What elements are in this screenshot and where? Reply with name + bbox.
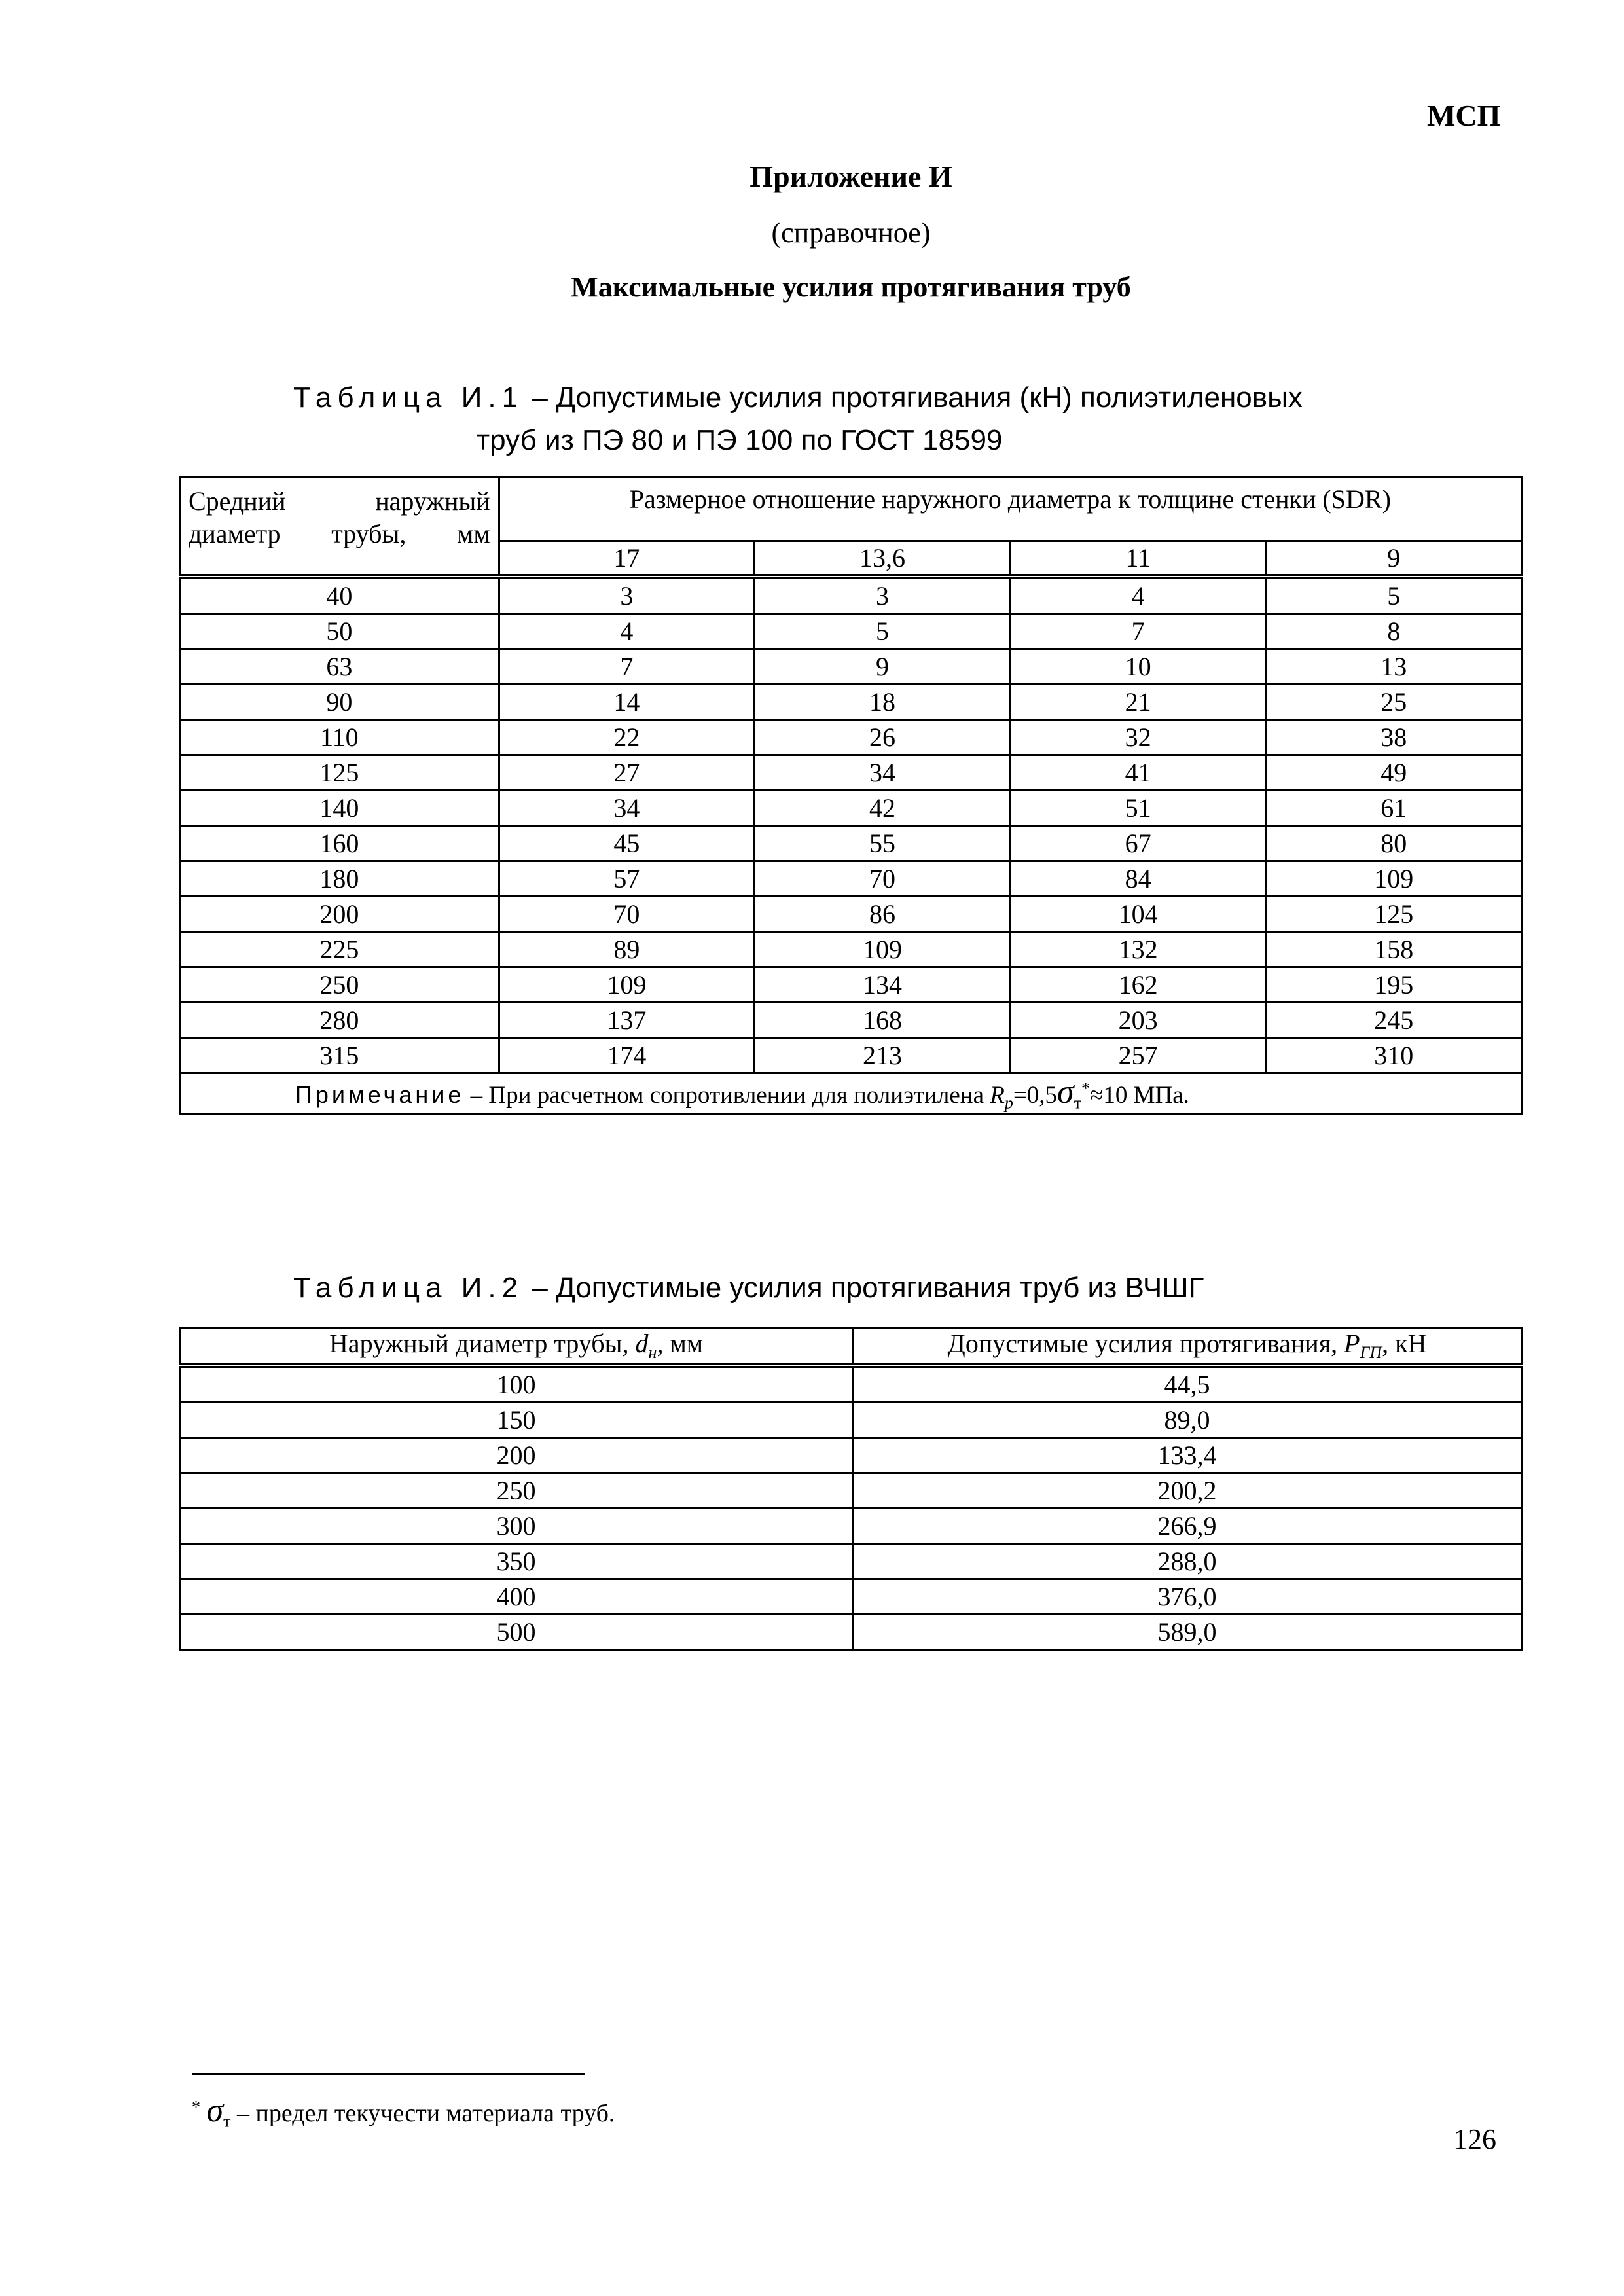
cell: 150: [180, 1403, 853, 1438]
appendix-heading: Максимальные усилия протягивания труб: [571, 271, 1131, 303]
table-row: [180, 1579, 1522, 1615]
header-org: МСП: [1427, 99, 1501, 132]
footnote-sub: т: [223, 2111, 231, 2131]
cell: 162: [1010, 967, 1266, 1003]
table-row: [180, 1003, 1522, 1038]
cell: 350: [180, 1544, 853, 1579]
table2-header-row: [180, 1328, 1522, 1366]
cell: 168: [755, 1003, 1011, 1038]
table2-caption: [293, 1272, 1204, 1304]
cell: 70: [755, 861, 1011, 897]
table1-note: [180, 1073, 1522, 1115]
cell: 55: [755, 826, 1011, 861]
table-row: [180, 720, 1522, 755]
table-row: [180, 1438, 1522, 1473]
footnote-star: *: [192, 2097, 200, 2117]
cell: 133,4: [853, 1438, 1522, 1473]
table-row: [180, 1365, 1522, 1403]
cell: 137: [499, 1003, 755, 1038]
sigma-symbol: σ: [1057, 1073, 1074, 1111]
cell: 3: [499, 577, 755, 614]
cell: 109: [499, 967, 755, 1003]
cell: 40: [180, 577, 499, 614]
cell: 25: [1266, 685, 1522, 720]
cell: 57: [499, 861, 755, 897]
cell: 4: [499, 614, 755, 649]
cell: 4: [1010, 577, 1266, 614]
footnote-divider: [192, 2073, 585, 2075]
cell: 376,0: [853, 1579, 1522, 1615]
cell: 26: [755, 720, 1011, 755]
table1-note-row: [180, 1073, 1522, 1115]
table-row: [180, 1615, 1522, 1650]
table2-col0-header: Наружный диаметр трубы, $d_н$, мм: [180, 1328, 853, 1366]
note-tail: ≈10 МПа.: [1090, 1082, 1189, 1109]
page-number: 126: [1453, 2123, 1496, 2155]
cell: 21: [1010, 685, 1266, 720]
table-row: [180, 614, 1522, 649]
cell: 180: [180, 861, 499, 897]
cell: 288,0: [853, 1544, 1522, 1579]
cell: 200: [180, 897, 499, 932]
cell: 10: [1010, 649, 1266, 685]
cell: 125: [1266, 897, 1522, 932]
table2-label: Таблица И.2: [293, 1272, 524, 1304]
note-sigma-sub: т: [1074, 1093, 1082, 1113]
cell: 8: [1266, 614, 1522, 649]
table-row: [180, 791, 1522, 826]
table-row: [180, 755, 1522, 791]
note-r: R: [990, 1082, 1005, 1109]
table2-col1-header: Допустимые усилия протягивания, $P_{ГП}$, кН: [853, 1328, 1522, 1366]
cell: 7: [1010, 614, 1266, 649]
cell: 89,0: [853, 1403, 1522, 1438]
cell: 195: [1266, 967, 1522, 1003]
table2-caption-text: Допустимые усилия протягивания труб из ВЧШГ: [556, 1272, 1204, 1304]
footnote-sigma: σ: [206, 2092, 224, 2129]
cell: 34: [755, 755, 1011, 791]
note-eq: =0,5: [1013, 1082, 1058, 1109]
cell: 32: [1010, 720, 1266, 755]
cell: 42: [755, 791, 1011, 826]
cell: 125: [180, 755, 499, 791]
appendix-title: Приложение И: [749, 160, 952, 193]
cell: 5: [1266, 577, 1522, 614]
table2: [179, 1327, 1523, 1651]
cell: 280: [180, 1003, 499, 1038]
cell: 9: [755, 649, 1011, 685]
table1-caption-line2: труб из ПЭ 80 и ПЭ 100 по ГОСТ 18599: [477, 424, 1003, 456]
cell: 134: [755, 967, 1011, 1003]
cell: 5: [755, 614, 1011, 649]
cell: 3: [755, 577, 1011, 614]
table-row: [180, 897, 1522, 932]
cell: 174: [499, 1038, 755, 1073]
cell: 500: [180, 1615, 853, 1650]
cell: 80: [1266, 826, 1522, 861]
cell: 250: [180, 967, 499, 1003]
cell: 18: [755, 685, 1011, 720]
note-label: Примечание: [295, 1081, 465, 1109]
table-row: [180, 649, 1522, 685]
note-dash: –: [470, 1082, 483, 1109]
table-row: [180, 967, 1522, 1003]
table1-caption-text: Допустимые усилия протягивания (кН) полиэтиленовых: [556, 382, 1303, 414]
cell: 104: [1010, 897, 1266, 932]
table-row: [180, 932, 1522, 967]
table1-label: Таблица И.1: [293, 382, 524, 414]
cell: 13: [1266, 649, 1522, 685]
cell: 213: [755, 1038, 1011, 1073]
cell: 203: [1010, 1003, 1266, 1038]
table-row: [180, 861, 1522, 897]
cell: 160: [180, 826, 499, 861]
cell: 38: [1266, 720, 1522, 755]
cell: 51: [1010, 791, 1266, 826]
cell: 63: [180, 649, 499, 685]
cell: 86: [755, 897, 1011, 932]
table1-col0-header: Средний наружный диаметр трубы, мм: [180, 478, 499, 577]
cell: 200,2: [853, 1473, 1522, 1509]
table-row: [180, 1473, 1522, 1509]
table2-dash: –: [532, 1272, 548, 1304]
note-text: При расчетном сопротивлении для полиэтилена: [488, 1082, 984, 1109]
sdr-13-6: 13,6: [755, 541, 1011, 577]
cell: 90: [180, 685, 499, 720]
cell: 44,5: [853, 1365, 1522, 1403]
cell: 200: [180, 1438, 853, 1473]
table1-dash: –: [532, 382, 548, 414]
cell: 100: [180, 1365, 853, 1403]
sdr-9: 9: [1266, 541, 1522, 577]
table-row: [180, 826, 1522, 861]
footnote: [192, 2091, 615, 2132]
table-row: [180, 1544, 1522, 1579]
cell: 50: [180, 614, 499, 649]
sdr-11: 11: [1010, 541, 1266, 577]
table1-group-header: Размерное отношение наружного диаметра к толщине стенки (SDR): [499, 478, 1521, 541]
table1-caption-line1: [293, 382, 1303, 414]
table-row: [180, 1509, 1522, 1544]
cell: 84: [1010, 861, 1266, 897]
table-row: [180, 1403, 1522, 1438]
cell: 67: [1010, 826, 1266, 861]
cell: 245: [1266, 1003, 1522, 1038]
cell: 27: [499, 755, 755, 791]
cell: 41: [1010, 755, 1266, 791]
cell: 110: [180, 720, 499, 755]
cell: 250: [180, 1473, 853, 1509]
cell: 310: [1266, 1038, 1522, 1073]
table-row: [180, 1038, 1522, 1073]
cell: 140: [180, 791, 499, 826]
cell: 109: [1266, 861, 1522, 897]
cell: 225: [180, 932, 499, 967]
cell: 158: [1266, 932, 1522, 967]
cell: 70: [499, 897, 755, 932]
cell: 14: [499, 685, 755, 720]
cell: 400: [180, 1579, 853, 1615]
cell: 45: [499, 826, 755, 861]
cell: 266,9: [853, 1509, 1522, 1544]
table-row: [180, 577, 1522, 614]
cell: 7: [499, 649, 755, 685]
note-r-sub: р: [1004, 1093, 1013, 1113]
sdr-17: 17: [499, 541, 755, 577]
cell: 49: [1266, 755, 1522, 791]
cell: 132: [1010, 932, 1266, 967]
appendix-subtitle: (справочное): [771, 217, 931, 249]
footnote-text: – предел текучести материала труб.: [230, 2100, 615, 2127]
note-star: *: [1081, 1079, 1091, 1098]
cell: 589,0: [853, 1615, 1522, 1650]
table-row: [180, 685, 1522, 720]
cell: 34: [499, 791, 755, 826]
cell: 300: [180, 1509, 853, 1544]
cell: 257: [1010, 1038, 1266, 1073]
cell: 109: [755, 932, 1011, 967]
cell: 22: [499, 720, 755, 755]
cell: 61: [1266, 791, 1522, 826]
cell: 315: [180, 1038, 499, 1073]
cell: 89: [499, 932, 755, 967]
table1: [179, 476, 1523, 1115]
